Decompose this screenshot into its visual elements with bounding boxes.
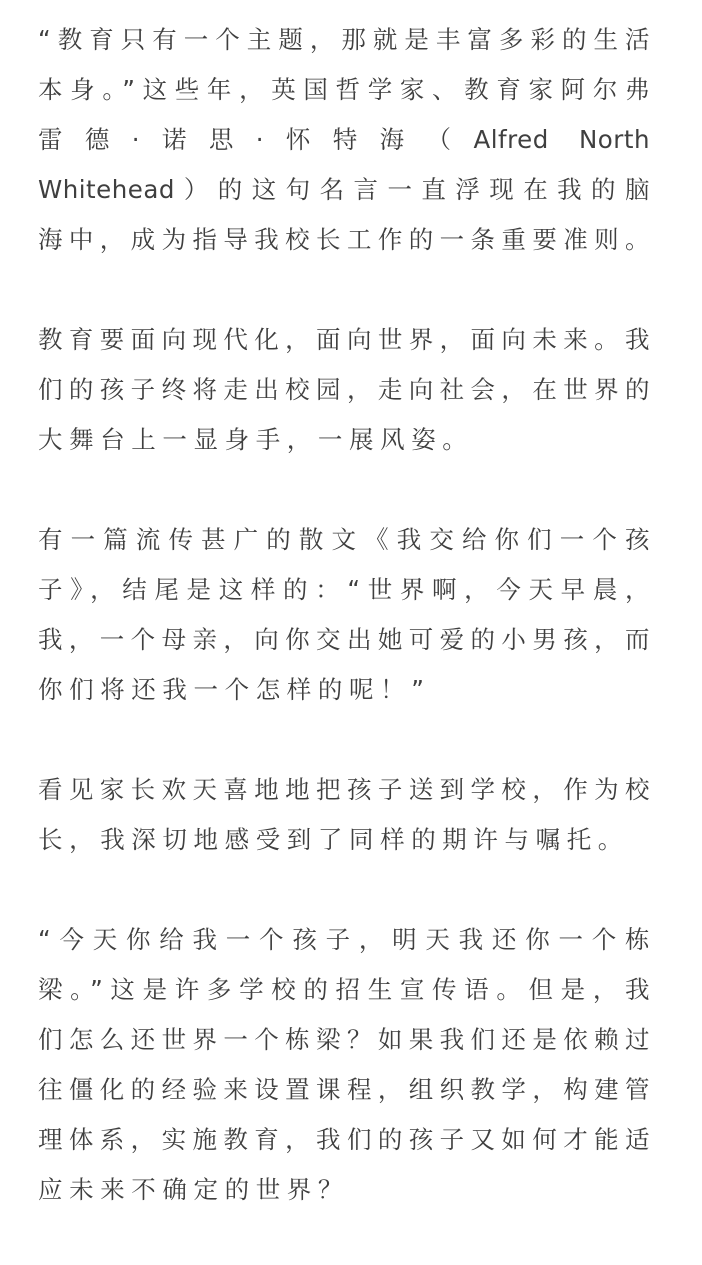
text-line: 们的孩子终将走出校园，走向社会，在世界的 — [38, 375, 650, 404]
paragraph-parents — [38, 765, 650, 865]
text-line: 长，我深切地感受到了同样的期许与嘱托。 — [38, 825, 629, 854]
text-line: 教育要面向现代化，面向世界，面向未来。我 — [38, 325, 650, 354]
text-line: 有一篇流传甚广的散文《我交给你们一个孩 — [38, 525, 650, 554]
text-line: Whitehead）的这句名言一直浮现在我的脑 — [38, 175, 650, 204]
article-body — [38, 15, 650, 1265]
text-line: 看见家长欢天喜地地把孩子送到学校，作为校 — [38, 775, 650, 804]
text-line: “今天你给我一个孩子，明天我还你一个栋 — [38, 925, 650, 954]
text-line: 你们将还我一个怎样的呢！” — [38, 675, 431, 704]
text-line: 本身。”这些年，英国哲学家、教育家阿尔弗 — [38, 75, 650, 104]
paragraph-whitehead-quote — [38, 15, 650, 265]
text-line: 往僵化的经验来设置课程，组织教学，构建管 — [38, 1075, 650, 1104]
text-line: 应未来不确定的世界？ — [38, 1175, 349, 1204]
text-line: 梁。”这是许多学校的招生宣传语。但是，我 — [38, 975, 650, 1004]
text-line: “教育只有一个主题，那就是丰富多彩的生活 — [38, 25, 650, 54]
text-line: 我，一个母亲，向你交出她可爱的小男孩，而 — [38, 625, 650, 654]
text-line: 理体系，实施教育，我们的孩子又如何才能适 — [38, 1125, 650, 1154]
text-line: 们怎么还世界一个栋梁？如果我们还是依赖过 — [38, 1025, 650, 1054]
paragraph-essay — [38, 515, 650, 715]
paragraph-modernization — [38, 315, 650, 465]
text-line: 大舞台上一显身手，一展风姿。 — [38, 425, 474, 454]
text-line: 雷德·诺思·怀特海（Alfred North — [38, 125, 650, 154]
text-line: 海中，成为指导我校长工作的一条重要准则。 — [38, 225, 650, 254]
paragraph-pillar — [38, 915, 650, 1215]
text-line: 子》，结尾是这样的：“世界啊，今天早晨， — [38, 575, 650, 604]
